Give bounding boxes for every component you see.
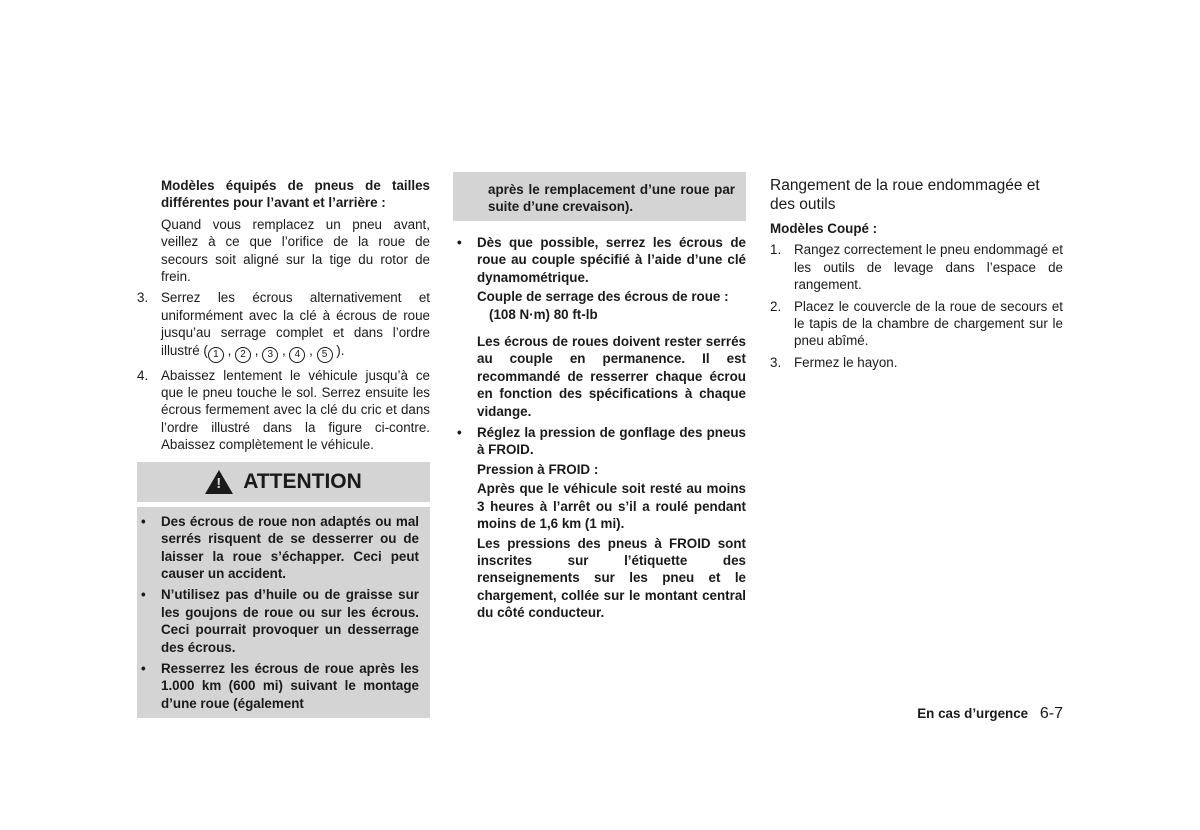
section-subtitle: Modèles Coupé : (770, 221, 878, 236)
step-1: 1. Rangez correctement le pneu endommagé et les outils de levage dans l’espace de rangement. (770, 242, 1063, 293)
column-1 (137, 177, 430, 718)
attention-bullet: • N’utilisez pas d’huile ou de graisse sur les goujons de roue ou sur les écrous. Ceci pourrait provoquer un desserrage des écrous. (141, 587, 419, 655)
section-heading: Modèles équipés de pneus de tailles différentes pour l’avant et l’arrière : (161, 178, 430, 211)
torque-label: Couple de serrage des écrous de roue : (477, 289, 729, 305)
attention-continued (453, 172, 746, 221)
step-3: 3. Fermez le hayon. (770, 354, 898, 370)
page-footer (860, 705, 1063, 722)
attention-header (137, 462, 430, 502)
attention-bullet: • Resserrez les écrous de roue après les 1.000 km (600 mi) suivant le montage d’une roue (également (141, 660, 419, 711)
section-title: Rangement de la roue endommagée et des outils (770, 177, 1040, 213)
circled-number: 5 (317, 347, 333, 363)
bullet-pressure: • Réglez la pression de gonflage des pneus à FROID. (457, 425, 746, 458)
circled-number: 1 (208, 347, 224, 363)
attention-bullet: • Des écrous de roue non adaptés ou mal serrés risquent de se desserrer ou de laisser la roue s’échapper. Ceci peut causer un accident. (141, 513, 419, 581)
page-number: 6-7 (1039, 705, 1063, 722)
step-4 (137, 367, 430, 454)
torque-note: Les écrous de roues doivent rester serrés au couple en permanence. Il est recommandé de resserrer chaque écrou en fonction des spécifications à chaque vidange. (477, 334, 746, 419)
attention-box (137, 507, 430, 718)
column-2 (453, 234, 746, 622)
warning-triangle-icon: ! (205, 470, 233, 494)
cold-text: Après que le véhicule soit resté au moins 3 heures à l’arrêt ou s’il a roulé pendant moins de 1,6 km (1 mi). (477, 481, 746, 532)
step-2: 2. Placez le couvercle de la roue de secours et le tapis de la chambre de chargement sur le pneu abîmé. (770, 298, 1063, 349)
step-text: Serrez les écrous alternativement et uniformément avec la clé à écrous de roue jusqu’au serrage complet et dans l’ordre illustré ( (161, 290, 430, 358)
attention-title: ATTENTION (243, 469, 362, 493)
torque-value: (108 N·m) 80 ft-lb (489, 306, 598, 322)
step-number: 3. (137, 290, 149, 306)
attention-cont-text: après le remplacement d’une roue par suite d’une crevaison). (488, 182, 735, 215)
step-number: 4. (137, 367, 149, 383)
circled-number: 3 (262, 347, 278, 363)
circled-number: 2 (235, 347, 251, 363)
cold-label: Pression à FROID : (477, 461, 599, 477)
step-text: Abaissez lentement le véhicule jusqu’à ce que le pneu touche le sol. Serrez ensuite les écrous fermement avec la clé du cric et dans l’ordre illustré dans la figure ci-contre. Abaissez complètement le véhicule. (161, 367, 430, 453)
circled-number: 4 (289, 347, 305, 363)
footer-section: En cas d’urgence (917, 706, 1029, 721)
step-text-end: ). (336, 342, 345, 358)
bullet-torque: • Dès que possible, serrez les écrous de roue au couple spécifié à l’aide d’une clé dynamométrique. (457, 235, 746, 285)
column-3 (770, 176, 1063, 371)
cold-text-2: Les pressions des pneus à FROID sont inscrites sur l’étiquette des renseignements sur les pneu et le chargement, collée sur le montant central du côté conducteur. (477, 535, 746, 621)
intro-text: Quand vous remplacez un pneu avant, veillez à ce que l’orifice de la roue de secours soit aligné sur la tige du rotor de frein. (161, 216, 430, 285)
step-3: 3. Serrez les écrous alternativement et uniformément avec la clé à écrous de roue jusqu’au serrage complet et dans l’ordre illustré ( 1 , 2 , 3 , 4 , 5 ). (137, 289, 430, 362)
